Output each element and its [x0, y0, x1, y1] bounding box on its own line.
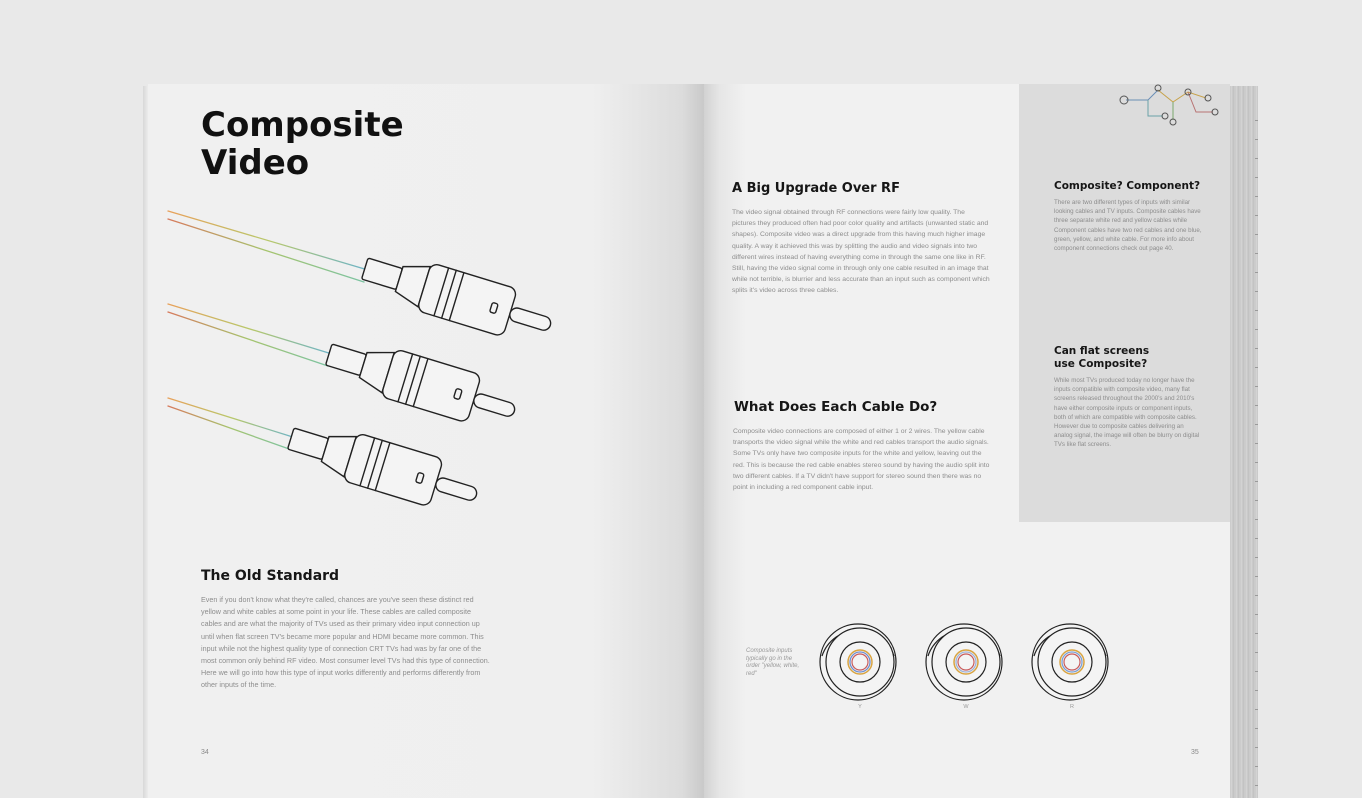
section-heading-upgrade-rf: A Big Upgrade Over RF	[732, 181, 900, 196]
section-body-old-standard: Even if you don't know what they're called, chances are you've seen these distinct red yellow and white cables at some point in your life. These cables are called composite cables and are what the majority of TVs used as their primary video input connection up until when flat screen TV's became more popular and HDMI became more common. This input while not the highest quality type of connection CRT TVs had was by far one of the most common only behind RF video. Most consumer level TVs had this type of connection. Here we will go into how this type of input works differently and performs differently from other inputs of the time.	[201, 595, 490, 690]
cable-3	[168, 398, 484, 519]
page-number-left: 34	[201, 749, 209, 756]
cable-1	[168, 211, 558, 349]
sidebar-body-flat-screens: While most TVs produced today no longer have the inputs compatible with composite video, many flat screens released throughout the 2000's and 2010's have either composite inputs or component inputs, both of which are compatible with composite cables. However due to composite cables delivering an analog signal, the image will often be blurry on digital TVs like flat screens.	[1054, 377, 1200, 449]
section-heading-old-standard: The Old Standard	[201, 568, 340, 584]
page-title: Composite Video	[201, 105, 404, 183]
connector-label-y: Y	[858, 704, 862, 710]
sidebar-heading-composite-component: Composite? Component?	[1054, 180, 1201, 192]
connector-label-r: R	[1070, 704, 1074, 710]
section-heading-each-cable: What Does Each Cable Do?	[734, 399, 938, 415]
circuit-decoration	[1118, 82, 1228, 132]
sidebar-heading-flat-screens: Can flat screens use Composite?	[1054, 345, 1150, 370]
section-body-each-cable: Composite video connections are composed of either 1 or 2 wires. The yellow cable transports the video signal while the white and red cables transport the audio signals. Some TVs only have two composite inputs for the white and yellow, leaving out the red. This is because the red cable enables stereo sound by having the audio split into two different cables. If a TV didn't have support for stereo sound then there was no point in including a red component cable input.	[733, 428, 990, 492]
page-number-right: 35	[1191, 749, 1199, 756]
section-body-upgrade-rf: The video signal obtained through RF connections were fairly low quality. The pictures they produced often had poor color quality and artifacts (unwanted static and shapes). Composite video was a direct upgrade from this having much higher image quality. A way it achieved this was by splitting the audio and video signals into two different wires instead of having everything come in through the same one like in RF. Still, having the video signal come in through only one cable resulted in an image that while not terrible, is blurrier and less accurate than an input such as component which splits it's video across three cables.	[732, 209, 990, 295]
rca-input-w	[924, 622, 1004, 702]
rca-input-y	[818, 622, 898, 702]
sidebar-panel	[1019, 84, 1230, 522]
page-stack	[1230, 86, 1258, 798]
sidebar-body-composite-component: There are two different types of inputs with similar looking cables and TV inputs. Composite cables have three separate white red and yellow cables while Component cables have two red cables and one blue, green, yellow, and white cable. For more info about component connections check out page 40.	[1054, 199, 1202, 253]
page-stack-ticks	[1255, 120, 1258, 790]
connector-label-w: W	[963, 704, 969, 710]
inputs-caption: Composite inputs typically go in the order "yellow, white, red"	[746, 648, 800, 677]
rca-input-r	[1030, 622, 1110, 702]
rca-cables-illustration	[168, 206, 588, 546]
